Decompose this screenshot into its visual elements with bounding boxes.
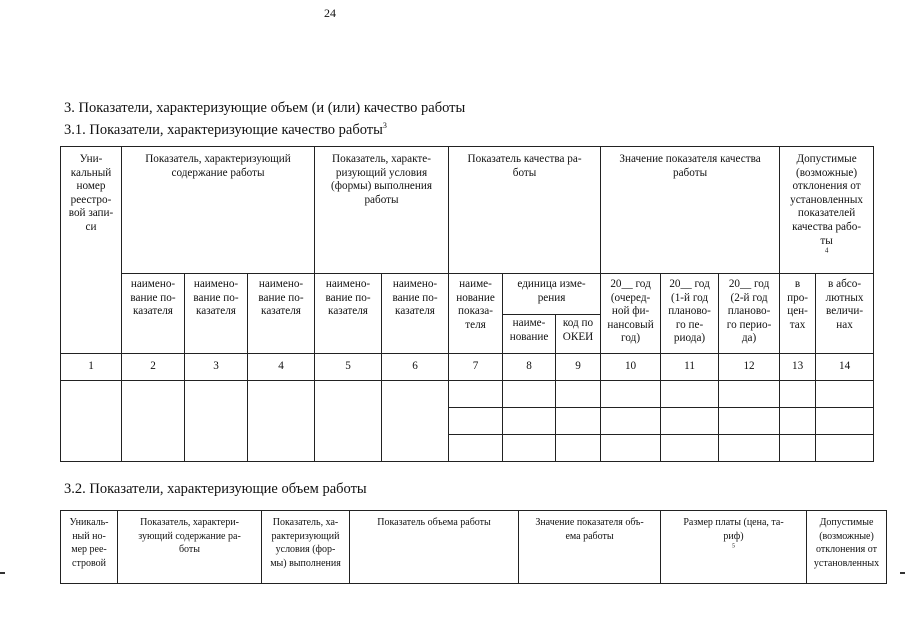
vol-header-volume-indicator: Показатель объема работы — [350, 511, 519, 584]
subheader-unit-of-measure: единица изме- рения — [503, 274, 601, 315]
subheader-deviation-absolute: в абсо- лютных величи- нах — [816, 274, 874, 354]
left-edge-mark — [0, 572, 5, 574]
column-number: 11 — [661, 354, 719, 381]
data-cell — [601, 408, 661, 435]
column-number: 2 — [122, 354, 185, 381]
column-number: 8 — [503, 354, 556, 381]
deviation-footnote-mark: 4 — [824, 246, 829, 255]
subheader-year-plan-2: 20__ год (2-й год планово- го перио- да) — [719, 274, 780, 354]
column-number: 6 — [382, 354, 449, 381]
column-number: 5 — [315, 354, 382, 381]
header-work-content-group: Показатель, характеризующий содержание работы — [122, 147, 315, 274]
volume-indicators-table — [60, 510, 887, 584]
subheader-content-name-3: наимено- вание по- казателя — [248, 274, 315, 354]
section-3-1-title — [64, 117, 387, 139]
data-cell — [816, 381, 874, 408]
column-number: 12 — [719, 354, 780, 381]
subheader-deviation-percent: в про- цен- тах — [780, 274, 816, 354]
column-number: 9 — [556, 354, 601, 381]
subheader-year-current: 20__ год (очеред- ной фи- нансовый год) — [601, 274, 661, 354]
data-cell-registry — [61, 381, 122, 462]
column-number: 13 — [780, 354, 816, 381]
data-cell — [503, 435, 556, 462]
subheader-unit-okei: код по ОКЕИ — [556, 315, 601, 354]
data-cell — [780, 408, 816, 435]
data-cell — [661, 408, 719, 435]
data-cell — [816, 435, 874, 462]
subheader-content-name-1: наимено- вание по- казателя — [122, 274, 185, 354]
column-number: 7 — [449, 354, 503, 381]
column-number: 1 — [61, 354, 122, 381]
data-cell — [449, 435, 503, 462]
data-cell — [661, 381, 719, 408]
data-cell — [601, 435, 661, 462]
data-cell — [556, 435, 601, 462]
subheader-indicator-name: наиме- нование показа- теля — [449, 274, 503, 354]
header-work-conditions-group: Показатель, характе- ризующий условия (формы) выполнения работы — [315, 147, 449, 274]
section-3-title: 3. Показатели, характеризующие объем (и (или) качество работы — [64, 100, 466, 116]
vol-header-work-conditions: Показатель, ха- рактеризующий условия (фор- мы) выполнения — [262, 511, 350, 584]
header-quality-indicator-group: Показатель качества ра- боты — [449, 147, 601, 274]
subheader-year-plan-1: 20__ год (1-й год планово- го пе- риода) — [661, 274, 719, 354]
vol-header-volume-value: Значение показателя объ- ема работы — [519, 511, 661, 584]
data-cell — [503, 408, 556, 435]
data-cell — [661, 435, 719, 462]
vol-header-work-content: Показатель, характери- зующий содержание ра- боты — [118, 511, 262, 584]
quality-indicators-table — [60, 146, 874, 462]
data-cell — [503, 381, 556, 408]
data-cell — [816, 408, 874, 435]
data-cell — [315, 381, 382, 462]
vol-header-deviation: Допустимые (возможные) отклонения от установленных — [807, 511, 887, 584]
data-cell — [780, 381, 816, 408]
data-cell — [780, 435, 816, 462]
subheader-conditions-name-1: наимено- вание по- казателя — [315, 274, 382, 354]
data-cell — [719, 408, 780, 435]
section-3-1-footnote-mark: 3 — [382, 121, 387, 130]
data-cell — [601, 381, 661, 408]
data-cell — [382, 381, 449, 462]
data-cell — [449, 381, 503, 408]
data-cell — [185, 381, 248, 462]
subheader-conditions-name-2: наимено- вание по- казателя — [382, 274, 449, 354]
page-number: 24 — [324, 6, 336, 20]
subheader-content-name-2: наимено- вание по- казателя — [185, 274, 248, 354]
vol-header-fee: Размер платы (цена, та- риф) $^5$ — [661, 511, 807, 584]
data-cell — [556, 408, 601, 435]
column-number: 3 — [185, 354, 248, 381]
data-cell — [719, 381, 780, 408]
header-deviation-group: Допустимые (возможные) отклонения от установленных показателей качества рабо- ты $^4$ — [780, 147, 874, 274]
section-3-2-title: 3.2. Показатели, характеризующие объем работы — [64, 481, 367, 497]
column-number: 10 — [601, 354, 661, 381]
subheader-unit-name: наиме- нование — [503, 315, 556, 354]
data-cell — [449, 408, 503, 435]
column-number: 4 — [248, 354, 315, 381]
vol-header-registry-number: Уникаль- ный но- мер рее- стровой — [61, 511, 118, 584]
header-registry-number: Уни- кальный номер реестро- вой запи- си — [61, 147, 122, 354]
data-cell — [719, 435, 780, 462]
right-edge-mark — [900, 572, 905, 574]
fee-footnote-mark: 5 — [732, 543, 735, 550]
column-number: 14 — [816, 354, 874, 381]
header-quality-value-group: Значение показателя качества работы — [601, 147, 780, 274]
section-3-1-title-text: 3.1. Показатели, характеризующие качество работы — [64, 121, 383, 138]
data-cell — [248, 381, 315, 462]
data-cell — [122, 381, 185, 462]
data-cell — [556, 381, 601, 408]
